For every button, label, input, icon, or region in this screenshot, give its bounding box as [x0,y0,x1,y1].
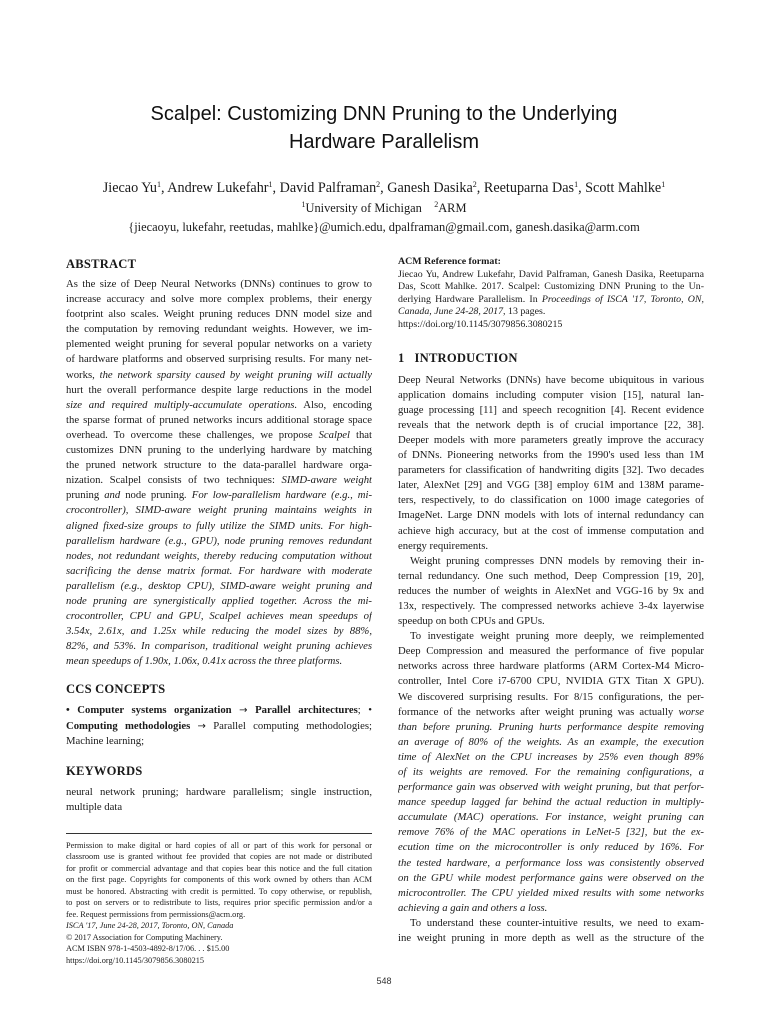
author-list: Jiecao Yu$^1$, Andrew Lukefahr$^1$, David Palframan$^2$, Ganesh Dasika$^2$, Reetuparna Das$^1$, Scott Mahlke$^1$ [102,180,666,196]
permission-line: fee. Request permissions from permissions@acm.org. [66,909,246,919]
reference-heading: ACM Reference format: [398,256,501,267]
intro-line: Deep Compression and measured the performance of five popular [398,645,704,658]
intro-line: ecution time on the microcontroller is only reduced by 16%. For [398,841,704,854]
intro-heading: 1 INTRODUCTION [398,350,518,365]
footnote-divider [66,833,372,834]
permission-line: Permission to make digital or hard copies of all or part of this work for personal or [66,840,372,850]
intro-line: of its weights are removed. For the remaining configurations, a [398,766,704,778]
intro-line: energy requirements. [398,539,489,552]
author-affiliation-mark: 1 [268,180,273,189]
reference-pages: 13 pages. [505,306,546,318]
affiliation-mark: 1 [301,200,306,209]
abstract-line: nodes, not redundant weights, thereby reducing computation without [66,549,372,562]
copyright-line: © 2017 Association for Computing Machinery. [66,932,223,942]
ccs-tail-1: ; • [357,704,372,717]
permission-line: to post on servers or to redistribute to lists, requires prior specific permission and/or a [66,898,372,908]
intro-line: We discovered surprising results. For 8/15 configurations, the per- [398,690,704,703]
ccs-target-2: Parallel computing methodologies; [213,719,372,732]
intro-line: of DNNs. Pioneering networks from the 1990's used less than 1M [398,449,704,462]
reference-doi-link[interactable]: https://doi.org/10.1145/3079856.3080215 [398,318,563,330]
ccs-target-1: Parallel architectures [255,704,358,717]
intro-line: To investigate weight pruning more deeply, we reimplemented [410,630,704,643]
author-affiliation-mark: 2 [472,180,477,189]
abstract-line: size and required multiply-accumulate operations. Also, encoding [66,398,372,411]
affiliation-mark: 2 [434,200,439,209]
intro-line: reduces the number of weights in AlexNet and VGG-16 by 9x and [398,584,704,597]
author-name: David Palframan [279,180,377,196]
intro-line: To understand these counter-intuitive results, we need to exam- [410,916,704,929]
intro-line: controller, Intel Core i7-6700 CPU, NVIDIA GTX Titan X GPU). [398,675,704,688]
intro-line: performance gain was observed with weight pruning, but that perfor- [398,781,704,794]
title-line-2: Hardware Parallelism [288,131,480,153]
intro-line: on the GPU while modest performance gains were observed on the [398,871,704,884]
abstract-heading: ABSTRACT [66,257,137,271]
intro-line: achieve high accuracy, but at the cost of immense computation and [398,524,704,537]
venue-line: ISCA '17, June 24-28, 2017, Toronto, ON, Canada [66,921,234,931]
abstract-line: mean speedups of 1.90x, 1.06x, 0.41x across the three platforms. [66,655,343,668]
reference-line-3: derlying Hardware Parallelism. In [398,293,542,305]
author-affiliation-mark: 1 [156,180,161,189]
abstract-line: nization. Scalpel consists of two techniques: SIMD-aware weight [66,474,372,487]
ccs-tail-2: Machine learning; [66,734,145,747]
author-name: Reetuparna Das [483,180,575,196]
author-name: Andrew Lukefahr [167,180,269,196]
author-affiliation-mark: 2 [376,180,381,189]
title-line-1: Scalpel: Customizing DNN Pruning to the Underlying [150,103,618,125]
intro-line: the tested hardware, a performance loss was consistently observed [398,856,704,869]
intro-line: later, AlexNet [29] and VGG [38] employ 61M and 138M parame- [398,479,704,492]
intro-line: guage processing [11] and speech recognition [4]. Recent evidence [398,403,704,416]
abstract-line: of hardware platforms and observed surprising results. For many net- [66,353,372,366]
abstract-line: pruning and node pruning. For low-parallelism hardware (e.g., mi- [66,489,372,502]
intro-line: mance speedup lagged far behind the actual reduction in multiply- [398,796,704,809]
author-affiliation-mark: 1 [661,180,666,189]
abstract-line: plemented weight pruning for several popular networks on a variety [66,338,372,351]
abstract-body [66,277,372,669]
isbn-line: ACM ISBN 978-1-4503-4892-8/17/06. . . $15.00 [66,944,230,954]
intro-line: reveals that the network depth is of crucial importance [22, 38]. [398,418,704,431]
arrow-icon: → [239,705,248,717]
intro-line: Deep Neural Networks (DNNs) have become ubiquitous in various [398,373,704,386]
intro-line: ine weight pruning in more depth as well as the structure of the [398,932,704,945]
author-affiliation-mark: 1 [574,180,579,189]
ccs-bullet-1: • Computer systems organization [66,704,232,717]
reference-line-2: Das, Scott Mahlke. 2017. Scalpel: Customizing DNN Pruning to the Un- [398,281,704,293]
abstract-line: the pruned network structure to the data-parallel hardware orga- [66,459,372,472]
intro-line: ternal redundancy. One such method, Deep Compression [19, 20], [398,569,704,582]
acm-reference [398,256,704,332]
left-column [66,256,372,966]
keywords-line-2: multiple data [66,800,123,813]
abstract-line: crocontroller, CPU and GPU, Scalpel achieves mean speedups of [66,610,372,623]
author-emails: {jiecaoyu, lukefahr, reetudas, mahlke}@umich.edu, dpalframan@gmail.com, ganesh.dasika@arm.com [128,220,640,234]
intro-line: ImageNet. Large DNN models with lots of internal redundancy can [398,509,704,522]
reference-line-1: Jiecao Yu, Andrew Lukefahr, David Palframan, Ganesh Dasika, Reetuparna [398,268,704,280]
right-column [398,256,704,946]
doi-link[interactable]: https://doi.org/10.1145/3079856.3080215 [66,955,205,965]
affiliation-list [40,199,728,217]
abstract-line: 82%, and 53%. In comparison, traditional weight pruning achieves [66,640,372,653]
abstract-line: sacrificing the dense matrix format. For hardware with moderate [66,564,372,577]
intro-line: Deeper models with more parameters greatly improve the accuracy [398,433,704,446]
reference-location: Canada, June 24-28, 2017, [398,306,506,318]
arrow-icon: → [197,720,206,732]
intro-line: networks across three hardware platforms (ARM Cortex-M4 Micro- [398,660,704,673]
intro-line: application domains including computer vision [15], natural lan- [398,388,704,401]
abstract-line: overhead. To overcome these challenges, we propose Scalpel that [66,428,372,441]
author-name: Ganesh Dasika [387,180,473,196]
reference-proceedings: Proceedings of ISCA '17, Toronto, ON, [541,293,704,305]
copyright-block [66,920,372,966]
intro-line: Weight pruning compresses DNN models by removing their in- [410,554,704,567]
intro-line: an average of 80% of the weights. As an example, the execution [398,735,704,748]
abstract-line: the sparse format of pruned networks incurs additional storage space [66,413,372,426]
page-number: 548 [376,976,392,986]
abstract-line: crocontroller), SIMD-aware weight pruning maintains weights in [66,504,372,517]
keywords-line-1: neural network pruning; hardware parallelism; single instruction, [66,785,372,798]
affiliation-name: University of Michigan [305,201,422,215]
intro-body [398,373,704,947]
affiliation-name: ARM [438,201,467,215]
abstract-line: As the size of Deep Neural Networks (DNNs) continues to grow to [66,278,372,290]
intro-line: parameters for classification of handwriting digits [32]. Two decades [398,464,704,477]
permission-line: must be honored. Abstracting with credit is permitted. To copy otherwise, or republish, [66,886,372,896]
author-name: Scott Mahlke [585,180,662,196]
intro-line: achieving a gain and others a loss. [398,901,548,914]
permission-notice [66,840,372,921]
intro-line: microcontroller. The CPU yielded mixed results with some networks [398,886,704,899]
permission-line: on the first page. Copyrights for components of this work owned by others than ACM [66,875,372,885]
permission-line: for profit or commercial advantage and that copies bear this notice and the full citation [66,863,372,873]
ccs-heading: CCS CONCEPTS [66,682,166,697]
ccs-bullet-2: Computing methodologies [66,719,191,732]
intro-line: time of AlexNet on the CPU increases by 25% even though 89% [398,750,704,763]
intro-line: remove 76% of the MAC operations in LeNet-5 [32], but the ex- [398,826,704,839]
abstract-line: customizes DNN pruning to the underlying hardware by matching [66,444,372,457]
abstract-line: parallelism hardware (e.g., GPU), node pruning removes redundant [66,534,372,547]
author-name: Jiecao Yu [102,180,157,196]
intro-line: accumulate (MAC) operations. For instance, weight pruning can [398,811,704,824]
intro-line: 13x, respectively. The compressed networks achieve 3-4x layerwise [398,599,704,612]
permission-line: classroom use is granted without fee provided that copies are not made or distributed [66,852,372,862]
keywords-heading: KEYWORDS [66,763,143,778]
keywords-body [66,785,372,815]
intro-line: than before pruning. Pruning hurts performance despite removing [398,720,704,733]
ccs-body [66,703,372,748]
abstract-line: aligned fixed-size groups to fully utilize the SIMD units. For high- [66,519,372,532]
abstract-line: the computation by removing redundant weights. However, we im- [66,323,372,336]
abstract-line: 3.54x, 2.61x, and 1.25x while reducing the model sizes by 88%, [66,625,372,638]
paper-title [60,100,708,156]
abstract-line: node pruning are synergistically applied together. Across the mi- [66,594,372,607]
abstract-line: works, the network sparsity caused by weight pruning will actually [66,368,372,381]
abstract-line: parallelism (e.g., desktop CPU), SIMD-aware weight pruning and [66,579,372,592]
intro-line: speedup on both CPUs and GPUs. [398,615,545,628]
abstract-line: footprint also scales. Weight pruning reduces DNN model size and [66,308,372,321]
intro-line: formance of the networks after weight pruning was actually worse [398,705,704,718]
abstract-line: increase accuracy and solve more complex problems, their energy [66,293,372,306]
intro-line: ters, respectively, to do classification on 1000 image categories of [398,494,704,507]
abstract-line: hurt the overall performance despite large reductions in the model [66,383,372,396]
